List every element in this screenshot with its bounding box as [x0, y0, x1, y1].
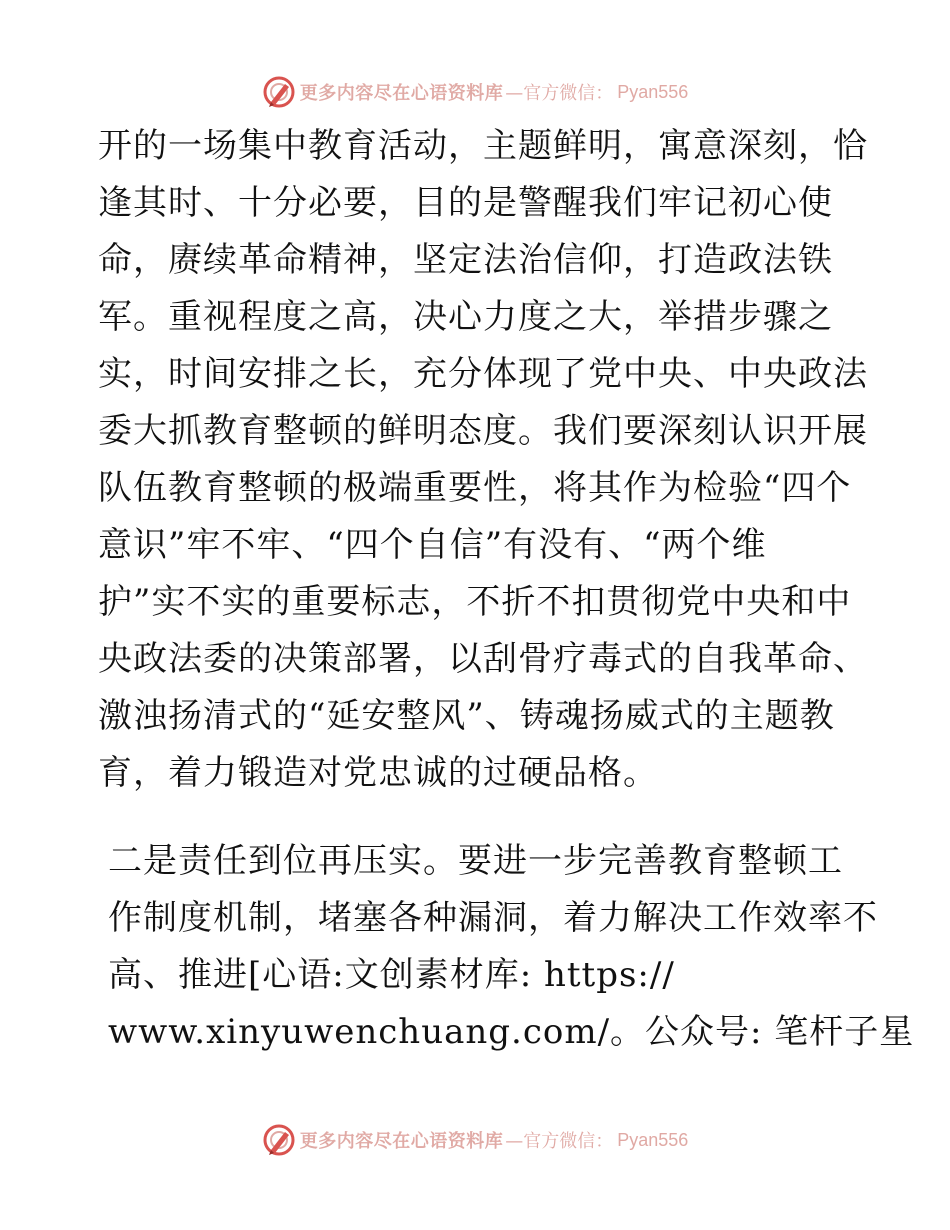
text-line: 激浊扬清式的“延安整风”、铸魂扬威式的主题教: [98, 696, 835, 736]
watermark-contact-label: —官方微信：: [505, 83, 614, 104]
watermark-contact-label: —官方微信：: [505, 1131, 614, 1152]
text-line: 作制度机制，堵塞各种漏洞，着力解决工作效率不: [108, 898, 878, 938]
text-line: 育，着力锻造对党忠诚的过硬品格。: [98, 753, 658, 793]
footer-watermark: [0, 1120, 950, 1160]
text-line: 命，赓续革命精神，坚定法治信仰，打造政法铁: [98, 240, 833, 280]
watermark-contact-id: Pyan556: [617, 81, 689, 102]
text-line: 队伍教育整顿的极端重要性，将其作为检验“四个: [98, 468, 852, 508]
text-line: 实，时间安排之长，充分体现了党中央、中央政法: [98, 354, 868, 394]
text-line: 逢其时、十分必要，目的是警醒我们牢记初心使: [98, 183, 833, 223]
paragraph-1: [98, 118, 868, 802]
pen-logo-icon: [262, 1123, 296, 1157]
text-line: 意识”牢不牢、“四个自信”有没有、“两个维: [98, 525, 767, 565]
text-line: 高、推进[心语:文创素材库: https://: [108, 955, 675, 995]
watermark-text: 更多内容尽在心语资料库: [299, 83, 504, 104]
pen-logo-icon: [262, 75, 296, 109]
paragraph-2: [98, 833, 915, 1061]
text-line: 开的一场集中教育活动，主题鲜明，寓意深刻，恰: [98, 126, 868, 166]
watermark-contact-id: Pyan556: [617, 1129, 689, 1150]
text-line: 委大抓教育整顿的鲜明态度。我们要深刻认识开展: [98, 411, 868, 451]
text-line: 护”实不实的重要标志，不折不扣贯彻党中央和中: [98, 582, 852, 622]
text-line: 军。重视程度之高，决心力度之大，举措步骤之: [98, 297, 833, 337]
watermark-text: 更多内容尽在心语资料库: [299, 1131, 504, 1152]
header-watermark: [0, 72, 950, 112]
text-line: 央政法委的决策部署，以刮骨疗毒式的自我革命、: [98, 639, 868, 679]
text-line: www.xinyuwenchuang.com/。公众号: 笔杆子星: [108, 1012, 915, 1052]
text-line: 二是责任到位再压实。要进一步完善教育整顿工: [108, 841, 843, 881]
